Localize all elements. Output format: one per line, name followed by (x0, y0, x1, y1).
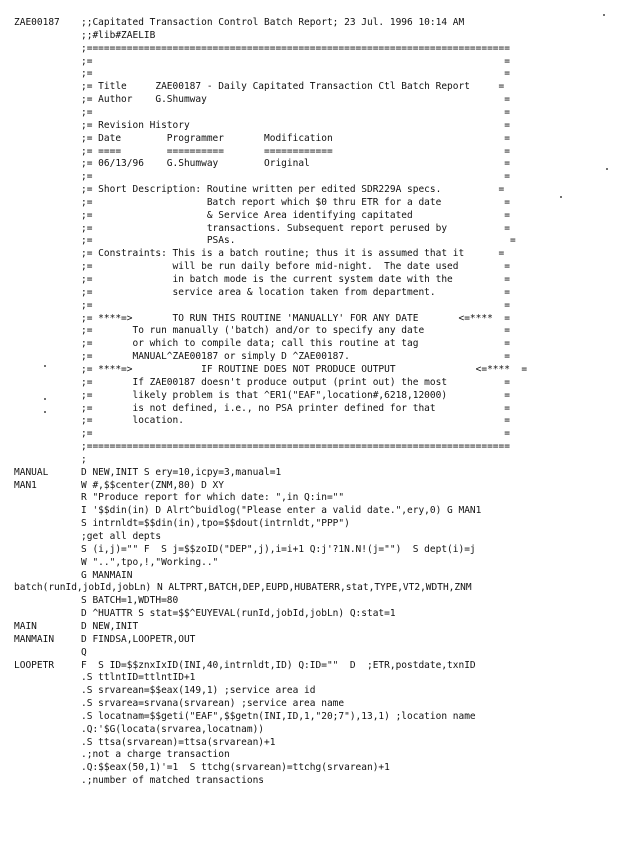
line-code: batch(runId,jobId,jobLn) N ALTPRT,BATCH,DEP,EUPD,HUBATERR,stat,TYPE,VT2,WDTH,ZNM (14, 582, 472, 594)
line-code: R "Produce report for which date: ",in Q:in="" (81, 492, 345, 504)
line-code: ;= is not defined, i.e., no PSA printer defined for that = (81, 402, 510, 414)
line-code: ;= = (81, 107, 510, 118)
line-code: ;= = (81, 428, 510, 440)
line-code: .;number of matched transactions (81, 775, 265, 787)
code-line (0, 620, 638, 633)
line-code: ;= ****=> IF ROUTINE DOES NOT PRODUCE OUTPUT <=**** = (81, 363, 528, 375)
code-line (0, 286, 638, 299)
line-code: D NEW,INIT S ery=10,icpy=3,manual=1 (81, 466, 282, 478)
line-code: ;= service area & location taken from department. = (81, 286, 510, 298)
line-code: W "..",tpo,!,"Working.." (81, 556, 219, 568)
scan-speck (560, 196, 562, 198)
code-line (0, 607, 638, 620)
code-line (0, 440, 638, 453)
code-line (0, 556, 638, 569)
line-code: ;= Constraints: This is a batch routine; thus it is assumed that it = (81, 248, 505, 260)
line-code: .S locatnam=$$geti("EAF",$$getn(INI,ID,1,"20;7"),13,1) ;location name (81, 710, 476, 722)
code-line (0, 16, 638, 29)
code-line (0, 774, 638, 787)
code-line (0, 466, 638, 479)
line-code: ;= Title ZAE00187 - Daily Capitated Transaction Ctl Batch Report = (81, 81, 505, 93)
line-label: LOOPETR (14, 659, 55, 671)
code-line (0, 247, 638, 260)
scan-speck (603, 14, 605, 16)
code-line (0, 337, 638, 350)
line-code: ;= If ZAE00187 doesn't produce output (print out) the most = (81, 376, 510, 388)
line-code: D FINDSA,LOOPETR,OUT (81, 633, 196, 645)
code-line (0, 453, 638, 466)
line-code: S BATCH=1,WDTH=80 (81, 595, 179, 607)
code-line (0, 376, 638, 389)
line-code: ;;#lib#ZAELIB (81, 29, 156, 41)
code-line (0, 93, 638, 106)
code-line (0, 748, 638, 761)
code-line (0, 659, 638, 672)
code-line (0, 29, 638, 42)
code-line (0, 569, 638, 582)
line-code: F S ID=$$znxIxID(INI,40,intrnldt,ID) Q:ID="" D ;ETR,postdate,txnID (81, 659, 476, 671)
code-line (0, 517, 638, 530)
code-line (0, 581, 638, 594)
line-code: .Q:$$eax(50,1)'=1 S ttchg(srvarean)=ttchg(srvarean)+1 (81, 762, 390, 774)
code-line (0, 157, 638, 170)
line-code: ;= ==== ========== ============ = (81, 145, 510, 157)
code-line (0, 234, 638, 247)
code-line (0, 80, 638, 93)
code-line (0, 67, 638, 80)
code-line (0, 183, 638, 196)
code-line (0, 543, 638, 556)
code-line (0, 646, 638, 659)
line-code: ;= Author G.Shumway = (81, 94, 510, 106)
line-code: W #,$$center(ZNM,80) D XY (81, 479, 224, 491)
scan-speck (44, 398, 46, 400)
line-code: S (i,j)="" F S j=$$zoID("DEP",j),i=i+1 Q:j'?1N.N!(j="") S dept(i)=j (81, 543, 476, 555)
code-line (0, 723, 638, 736)
line-code: .S ttlntID=ttlntID+1 (81, 672, 196, 684)
code-line (0, 504, 638, 517)
line-code: ;get all depts (81, 531, 162, 542)
line-code: Q (81, 646, 87, 658)
line-code: G MANMAIN (81, 569, 133, 581)
code-line (0, 633, 638, 646)
line-code: ;= To run manually ('batch) and/or to specify any date = (81, 325, 510, 337)
scan-speck (44, 411, 46, 413)
line-code: ;= Batch report which $0 thru ETR for a date = (81, 196, 510, 208)
line-code: ;= location. = (81, 415, 510, 427)
line-code: .;not a charge transaction (81, 749, 230, 761)
line-label: ZAE00187 (14, 17, 60, 28)
line-label: MAN1 (14, 479, 37, 491)
code-line (0, 594, 638, 607)
line-code: .S srvarean=$$eax(149,1) ;service area id (81, 685, 316, 697)
line-code: ;= or which to compile data; call this routine at tag = (81, 338, 510, 350)
code-line (0, 389, 638, 402)
line-code: ;= likely problem is that ^ER1("EAF",location#,6218,12000) = (81, 389, 510, 401)
line-code: ;= = (81, 68, 510, 80)
line-code: D ^HUATTR S stat=$$^EUYEVAL(runId,jobId,jobLn) Q:stat=1 (81, 608, 396, 620)
line-label: MANUAL (14, 466, 49, 478)
code-line (0, 273, 638, 286)
line-code: I '$$din(in) D Alrt^buidlog("Please enter a valid date.",ery,0) G MAN1 (81, 505, 482, 517)
scan-speck (44, 365, 46, 367)
line-code: ;= = (81, 171, 510, 183)
line-label: MANMAIN (14, 633, 55, 645)
line-code: .S srvarea=srvana(srvarean) ;service area name (81, 698, 345, 709)
code-line (0, 736, 638, 749)
code-line (0, 324, 638, 337)
code-line (0, 196, 638, 209)
code-line (0, 697, 638, 710)
code-line (0, 350, 638, 363)
line-code: ;= 06/13/96 G.Shumway Original = (81, 158, 510, 170)
code-line (0, 684, 638, 697)
line-code: ;= will be run daily before mid-night. The date used = (81, 261, 510, 273)
line-code: ;========================================================================== (81, 42, 510, 54)
line-code: ;= in batch mode is the current system date with the = (81, 274, 510, 285)
line-code: ;= ****=> TO RUN THIS ROUTINE 'MANUALLY' FOR ANY DATE <=**** = (81, 312, 510, 324)
code-line (0, 299, 638, 312)
line-code: ;= Short Description: Routine written per edited SDR229A specs. = (81, 184, 505, 195)
scan-speck (606, 168, 608, 170)
code-line (0, 260, 638, 273)
line-code: ;;Capitated Transaction Control Batch Report; 23 Jul. 1996 10:14 AM (81, 17, 465, 28)
code-line (0, 427, 638, 440)
line-code: ;= = (81, 55, 510, 67)
code-line (0, 222, 638, 235)
code-line (0, 312, 638, 325)
code-line (0, 761, 638, 774)
code-line (0, 42, 638, 55)
code-line (0, 363, 638, 376)
code-line (0, 119, 638, 132)
line-code: ;= Revision History = (81, 119, 510, 131)
line-code: ;= Date Programmer Modification = (81, 132, 510, 144)
code-line (0, 414, 638, 427)
code-line (0, 530, 638, 543)
code-line (0, 710, 638, 723)
code-line (0, 145, 638, 158)
line-code: ;= PSAs. = (81, 235, 516, 247)
code-line (0, 209, 638, 222)
code-line (0, 106, 638, 119)
code-line (0, 132, 638, 145)
line-code: .S ttsa(srvarean)=ttsa(srvarean)+1 (81, 736, 276, 748)
code-line (0, 402, 638, 415)
line-code: ;= transactions. Subsequent report perused by = (81, 222, 510, 234)
line-code: ;= MANUAL^ZAE00187 or simply D ^ZAE00187. = (81, 351, 510, 363)
line-label: MAIN (14, 620, 37, 632)
line-code: ;= & Service Area identifying capitated = (81, 209, 510, 221)
code-line (0, 170, 638, 183)
code-line (0, 479, 638, 492)
code-line (0, 671, 638, 684)
line-code: ; (81, 453, 87, 465)
line-code: ;========================================================================== (81, 441, 510, 453)
code-line (0, 55, 638, 68)
code-line (0, 491, 638, 504)
line-code: D NEW,INIT (81, 620, 139, 632)
line-code: ;= = (81, 299, 510, 311)
line-code: S intrnldt=$$din(in),tpo=$$dout(intrnldt,"PPP") (81, 518, 350, 530)
line-code: .Q:'$G(locata(srvarea,locatnam)) (81, 723, 265, 735)
